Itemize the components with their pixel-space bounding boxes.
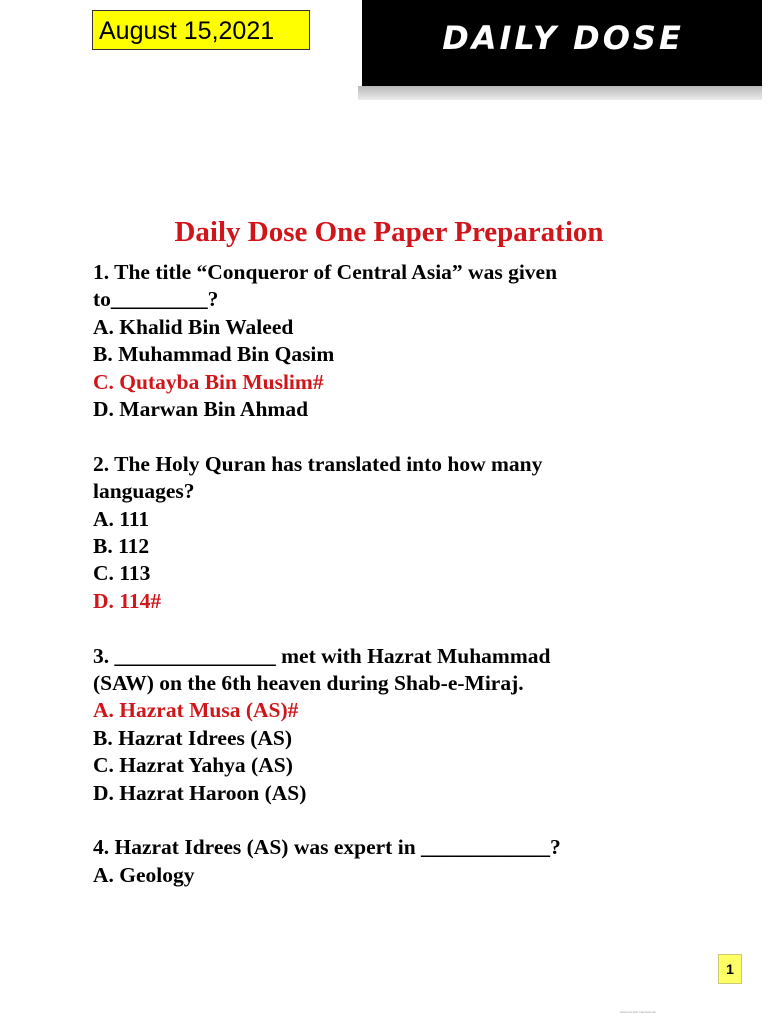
option-a-correct: A. Hazrat Musa (AS)# xyxy=(93,698,299,723)
option-a: A. 111 xyxy=(93,506,150,531)
questions-list xyxy=(93,259,753,889)
question-text-line: 4. Hazrat Idrees (AS) was expert in ____________? xyxy=(93,835,561,860)
page-number-badge: 1 xyxy=(718,954,742,984)
option-b: B. Hazrat Idrees (AS) xyxy=(93,725,293,750)
date-box: August 15,2021 xyxy=(92,10,310,50)
question-text-line: 2. The Holy Quran has translated into how many xyxy=(93,451,543,476)
question-text-line: languages? xyxy=(93,479,195,504)
option-b: B. Muhammad Bin Qasim xyxy=(93,342,335,367)
option-a: A. Khalid Bin Waleed xyxy=(93,314,294,339)
logo-shadow xyxy=(358,86,762,100)
option-b: B. 112 xyxy=(93,534,150,559)
question-2 xyxy=(93,451,753,615)
option-d-correct: D. 114# xyxy=(93,588,162,613)
question-text-line: 3. _______________ met with Hazrat Muhammad xyxy=(93,643,551,668)
question-text-line: 1. The title “Conqueror of Central Asia” was given xyxy=(93,260,558,284)
option-c: C. 113 xyxy=(93,561,151,586)
page-title: Daily Dose One Paper Preparation xyxy=(174,216,604,248)
option-a: A. Geology xyxy=(93,862,195,887)
question-text-line: to_________? xyxy=(93,287,219,312)
option-c: C. Hazrat Yahya (AS) xyxy=(93,753,293,778)
question-text-line: (SAW) on the 6th heaven during Shab-e-Miraj. xyxy=(93,671,524,696)
option-d: D. Hazrat Haroon (AS) xyxy=(93,780,307,805)
question-3 xyxy=(93,643,753,807)
question-4 xyxy=(93,834,753,889)
scanner-footer: Scanned with CamScanner xyxy=(619,1010,657,1014)
daily-dose-logo: DAILY DOSE xyxy=(442,19,684,57)
spacer xyxy=(93,807,753,834)
spacer xyxy=(93,615,753,642)
question-1 xyxy=(93,259,753,423)
option-c-correct: C. Qutayba Bin Muslim# xyxy=(93,369,324,394)
spacer xyxy=(93,423,753,450)
option-d: D. Marwan Bin Ahmad xyxy=(93,397,309,422)
